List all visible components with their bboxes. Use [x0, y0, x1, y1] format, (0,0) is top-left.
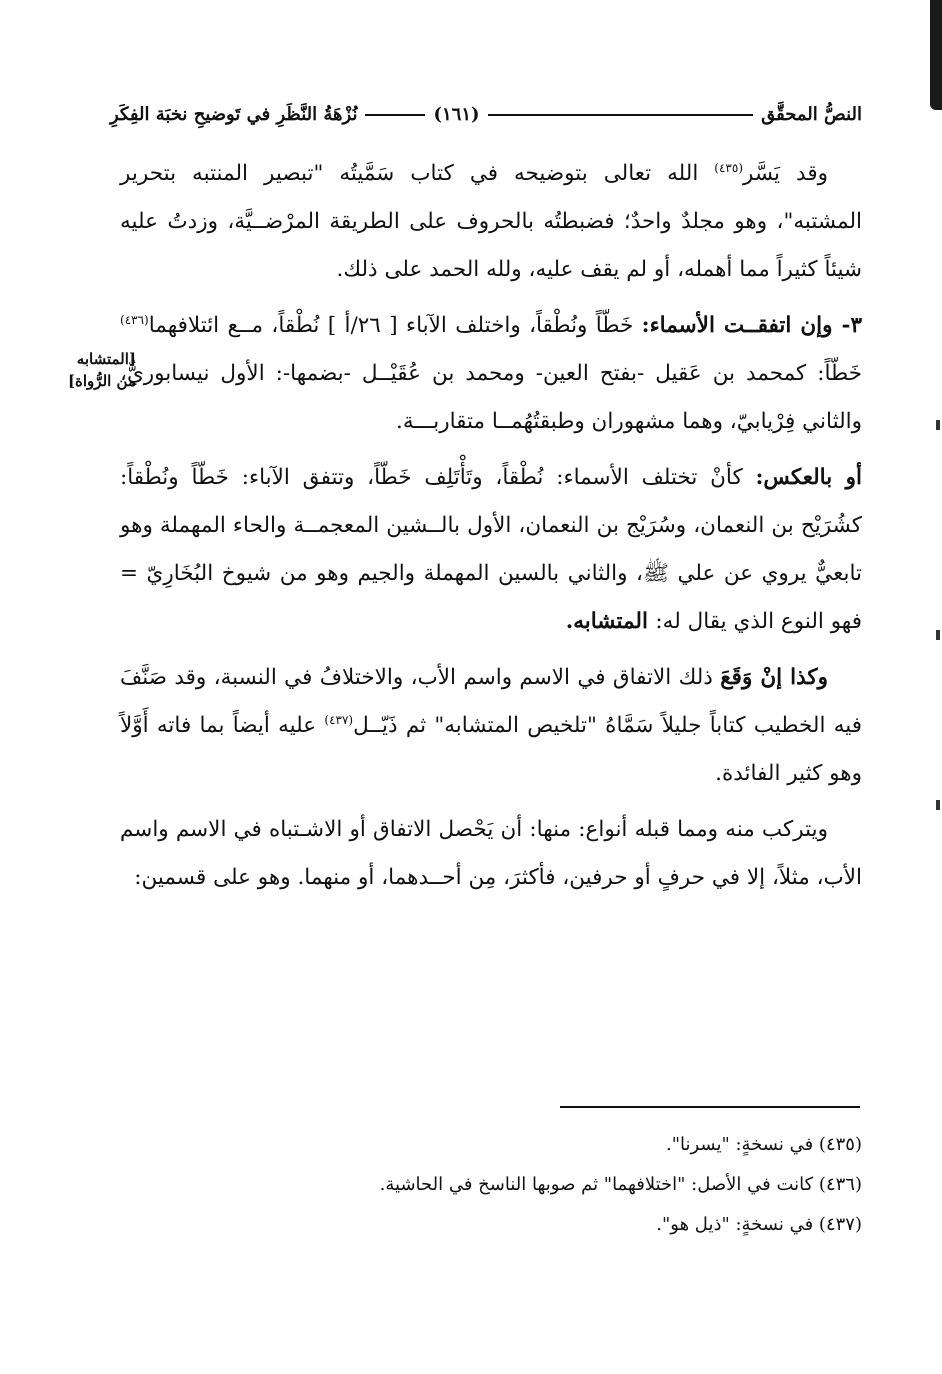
paragraph-lead: وكذا إنْ وَقَعَ: [720, 665, 828, 690]
paragraph: [120, 150, 862, 294]
footnotes: [120, 1125, 862, 1245]
scan-speck: [936, 800, 940, 810]
footnote: (٤٣٦) كانت في الأصل: "اختلافهما" ثم صوبها الناسخ في الحاشية.: [379, 1174, 862, 1195]
paragraph-text: خَطّاً: كمحمد بن عَقيل -بفتح العين- ومحمد بن عُقَيْــل -بضمها-: الأول نيسابوريٌّ، والثاني فِرْيابيّ، وهما مشهوران وطبقتُهُمــا متقاربـــة.: [120, 361, 862, 434]
margin-note-line: [المتشابه: [76, 350, 136, 368]
header-book-title: نُزْهَةُ النَّظَرِ في تَوضيحِ نخبَة الفِكَرِ: [110, 104, 358, 125]
paragraph: [120, 302, 862, 446]
paragraph-lead: أو بالعكس:: [755, 465, 862, 490]
paragraph-text: ويتركب منه ومما قبله أنواع: منها: أن يَحْصل الاتفاق أو الاشـتباه في الاسم واسم الأب، مثلاً، إلا في حرفٍ أو حرفين، فأكثرَ، مِن أحــدهما، أو منهما. وهو على قسمين:: [120, 817, 862, 890]
paragraph-text: الله تعالى بتوضيحه في كتاب سَمَّيتُه "تبصير المنتبه بتحرير المشتبه"، وهو مجلدٌ واحدٌ؛ فضبطتُه بالحروف على الطريقة المرْضــيَّة، وزدتُ عليه شيئاً كثيراً مما أهمله، أو لم يقف عليه، ولله الحمد على ذلك.: [120, 161, 862, 282]
paragraph-text: وقد يَسَّر: [743, 161, 828, 186]
margin-note: [26, 348, 136, 392]
paragraph: [120, 454, 862, 646]
margin-note-line: من الرُّواة]: [67, 372, 136, 390]
header-rule: [365, 114, 425, 116]
paragraph-lead: ٣- وإن اتفقــت الأسماء:: [641, 313, 862, 338]
paragraph-text: ذلك الاتفاق في الاسم واسم الأب، والاختلافُ في النسبة، وقد صَنَّفَ فيه الخطيب كتاباً جليلاً سَمَّاهُ "تلخيص المتشابه" ثم ذَيّــل: [120, 665, 862, 738]
header-rule: [488, 114, 754, 116]
paragraph-text: كأنْ تختلف الأسماء: نُطْقاً، وتَأْتَلِف خَطّاً، وتتفق الآباء: خَطّاً ونُطْقاً: كشُرَيْح بن النعمان، وسُرَيْج بن النعمان، الأول بالــشين المعجمــة والحاء المهملة وهو تابعيٌّ يروي عن علي ﷺ، والثاني بالسين المهملة والجيم وهو من شيوخ البُخَارِيّ = فهو النوع الذي يقال له:: [120, 465, 862, 634]
scan-speck: [936, 420, 940, 430]
main-text: [120, 150, 862, 910]
scan-edge-mark: [930, 0, 942, 110]
paragraph: [120, 806, 862, 902]
footnote-ref: (٤٣٧): [324, 712, 354, 727]
paragraph: [120, 654, 862, 798]
footnote-ref: (٤٣٦): [120, 312, 149, 327]
running-header: [110, 104, 862, 125]
page-number: (١٦١): [433, 104, 480, 125]
footnote: (٤٣٧) في نسخةٍ: "ذيل هو".: [656, 1214, 862, 1235]
footnote-ref: (٤٣٥): [714, 160, 744, 175]
footnote-separator: [560, 1106, 860, 1108]
footnote: (٤٣٥) في نسخةٍ: "يسرنا".: [665, 1134, 862, 1155]
paragraph-text: عليه أيضاً بما فاته أَوَّلاً وهو كثير الفائدة.: [120, 713, 862, 786]
scan-speck: [936, 630, 940, 640]
header-section-title: النصُّ المحقَّق: [761, 104, 862, 125]
paragraph-term: المتشابه.: [565, 609, 656, 634]
paragraph-text: خَطّاً ونُطْقاً، واختلف الآباء [ ٢٦/أ ] نُطْقاً، مــع ائتلافهما: [148, 313, 642, 338]
